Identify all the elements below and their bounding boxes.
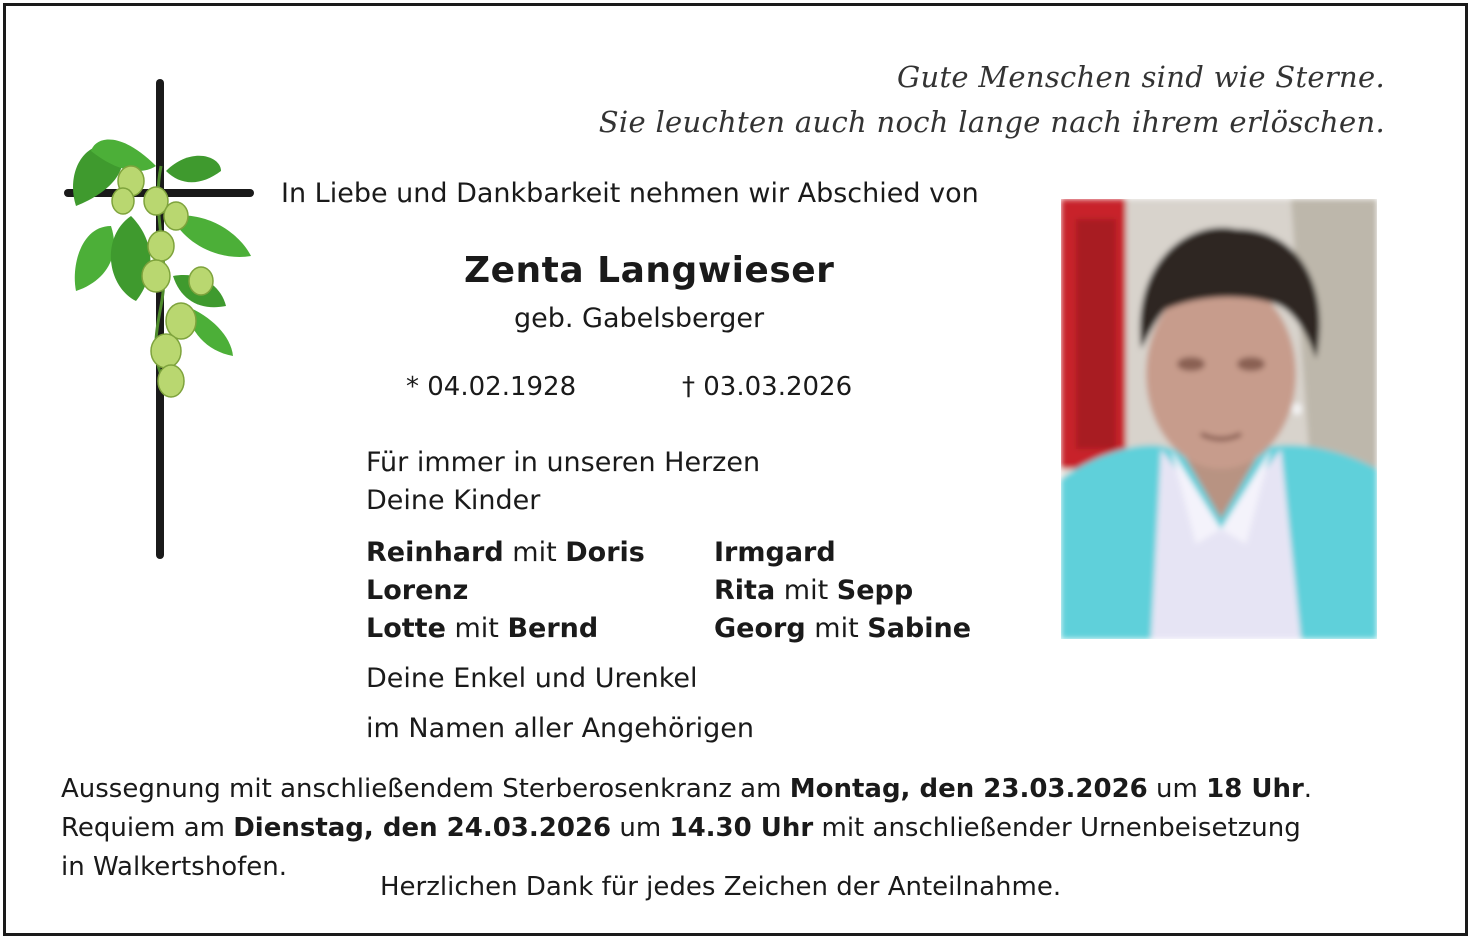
quote-line-1: Gute Menschen sind wie Sterne. — [897, 60, 1385, 94]
quote-line-2: Sie leuchten auch noch lange nach ihrem erlöschen. — [598, 105, 1385, 139]
list-item: Lotte mit Bernd — [366, 613, 599, 644]
list-item: Georg mit Sabine — [714, 613, 972, 644]
behalf-text: im Namen aller Angehörigen — [366, 713, 755, 744]
list-item: Irmgard — [714, 537, 836, 568]
service-details — [61, 770, 1312, 887]
list-item: Rita mit Sepp — [714, 575, 914, 606]
children-list-right — [714, 534, 971, 648]
maiden-name: geb. Gabelsberger — [514, 303, 765, 334]
list-item: Reinhard mit Doris — [366, 537, 645, 568]
aussegnung-line: Aussegnung mit anschließendem Sterberosenkranz am Montag, den 23.03.2026 um 18 Uhr. — [61, 774, 1313, 804]
death-date: † 03.03.2026 — [682, 372, 853, 402]
intro-text: In Liebe und Dankbarkeit nehmen wir Abschied von — [281, 178, 979, 209]
obituary-card — [3, 3, 1468, 936]
thanks-text: Herzlichen Dank für jedes Zeichen der Anteilnahme. — [380, 872, 1062, 902]
cross-with-hops-icon — [61, 76, 256, 566]
location-line: in Walkertshofen. — [61, 852, 288, 882]
children-list-left — [366, 534, 645, 648]
forever-text: Für immer in unseren Herzen — [366, 447, 761, 478]
children-heading: Deine Kinder — [366, 485, 541, 516]
grandchildren-text: Deine Enkel und Urenkel — [366, 663, 698, 694]
list-item: Lorenz — [366, 575, 469, 606]
birth-date: * 04.02.1928 — [406, 372, 577, 402]
requiem-line: Requiem am Dienstag, den 24.03.2026 um 14.30 Uhr mit anschließender Urnenbeisetzung — [61, 813, 1301, 843]
portrait-photo — [1061, 199, 1377, 639]
deceased-name: Zenta Langwieser — [464, 250, 835, 291]
